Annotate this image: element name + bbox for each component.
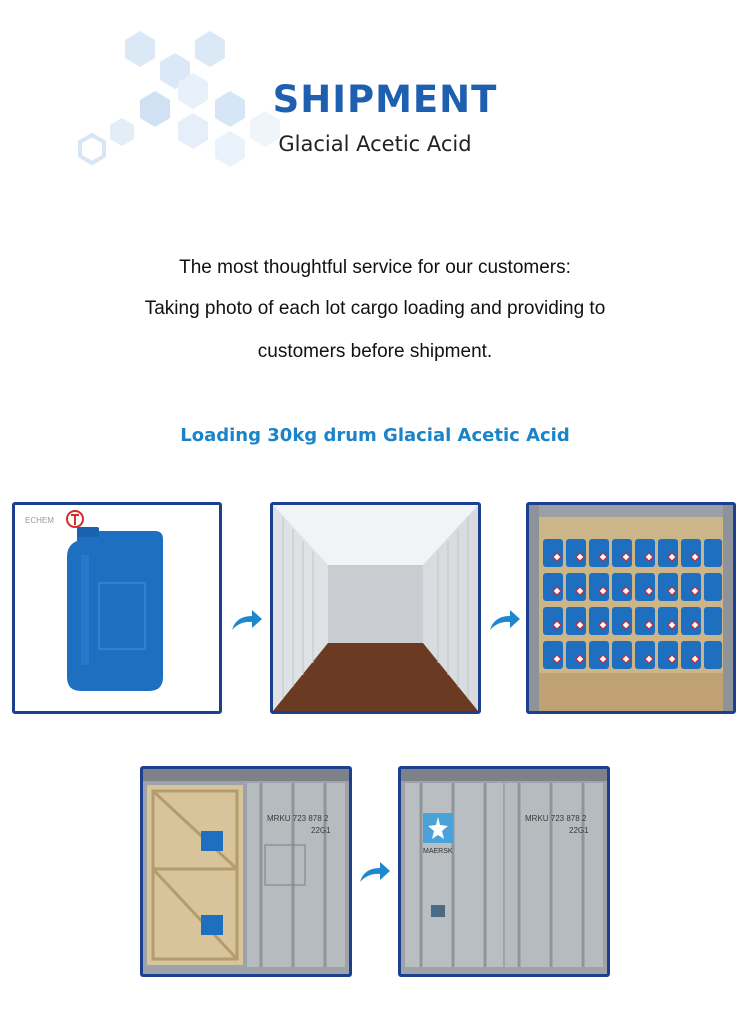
container-marking: MRKU 723 878 2: [525, 814, 587, 823]
drum-photo: [12, 502, 222, 714]
intro-line-2: Taking photo of each lot cargo loading and providing to: [144, 298, 606, 319]
logo-text: ECHEM: [25, 516, 54, 525]
page-subtitle-text: Glacial Acetic Acid: [278, 132, 472, 156]
arrow-right-icon: [356, 858, 392, 886]
intro-line-1: The most thoughtful service for our customers:: [179, 257, 571, 278]
loaded-drums-illustration: [529, 505, 733, 711]
empty-container-photo: [270, 502, 481, 714]
container-sealed-photo: [398, 766, 610, 977]
drum-illustration: [15, 505, 219, 711]
empty-container-illustration: [273, 505, 478, 711]
arrow-right-icon: [486, 606, 522, 634]
container-door-closing-photo: [140, 766, 352, 977]
section-title: Loading 30kg drum Glacial Acetic Acid: [180, 425, 570, 446]
page-title-text: SHIPMENT: [272, 78, 498, 121]
container-type-code: 22G1: [311, 826, 331, 835]
page-title: [0, 78, 750, 121]
page-subtitle: [0, 132, 750, 156]
intro-line-3: customers before shipment.: [257, 341, 493, 362]
drum-cap: [77, 527, 99, 537]
loaded-drums-photo: [526, 502, 736, 714]
container-door-closing-illustration: [143, 769, 349, 974]
container-marking: MRKU 723 878 2: [267, 814, 329, 823]
arrow-right-icon: [228, 606, 264, 634]
container-brand: MAERSK: [423, 848, 453, 855]
container-sealed-illustration: [401, 769, 607, 974]
container-type-code: 22G1: [569, 826, 589, 835]
